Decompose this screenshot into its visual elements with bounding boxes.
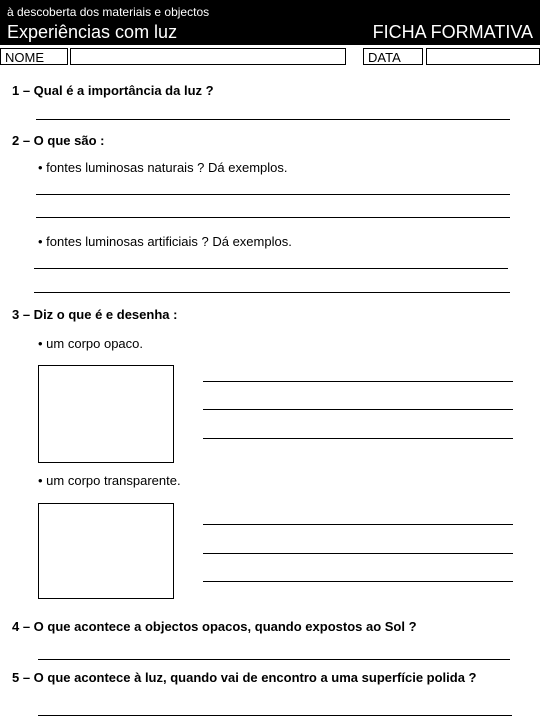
name-field[interactable]	[70, 48, 346, 65]
drawing-box-transparent[interactable]	[38, 503, 174, 599]
question-3b: • um corpo transparente.	[38, 473, 181, 488]
worksheet-title: Experiências com luz	[7, 22, 178, 42]
worksheet-header	[0, 0, 540, 45]
answer-line[interactable]	[203, 524, 513, 525]
drawing-box-opaque[interactable]	[38, 365, 174, 463]
question-4: 4 – O que acontece a objectos opacos, quando expostos ao Sol ?	[12, 619, 417, 634]
answer-line[interactable]	[34, 268, 508, 269]
answer-line[interactable]	[203, 409, 513, 410]
date-field[interactable]	[426, 48, 540, 65]
name-label: NOME	[0, 48, 68, 65]
answer-line[interactable]	[203, 381, 513, 382]
question-2b: • fontes luminosas artificiais ? Dá exemplos.	[38, 234, 292, 249]
answer-line[interactable]	[34, 292, 510, 293]
worksheet-type-badge: FICHA FORMATIVA	[372, 22, 533, 42]
answer-line[interactable]	[36, 119, 510, 120]
question-2: 2 – O que são :	[12, 133, 105, 148]
question-5: 5 – O que acontece à luz, quando vai de encontro a uma superfície polida ?	[12, 670, 477, 685]
answer-line[interactable]	[36, 194, 510, 195]
question-1: 1 – Qual é a importância da luz ?	[12, 83, 214, 98]
question-3a: • um corpo opaco.	[38, 336, 143, 351]
answer-line[interactable]	[203, 553, 513, 554]
answer-line[interactable]	[203, 438, 513, 439]
worksheet-subtitle: à descoberta dos materiais e objectos	[7, 5, 210, 19]
answer-line[interactable]	[203, 581, 513, 582]
answer-line[interactable]	[38, 715, 512, 716]
answer-line[interactable]	[36, 217, 510, 218]
answer-line[interactable]	[38, 659, 510, 660]
question-3: 3 – Diz o que é e desenha :	[12, 307, 178, 322]
date-label: DATA	[363, 48, 423, 65]
question-2a: • fontes luminosas naturais ? Dá exemplos.	[38, 160, 288, 175]
